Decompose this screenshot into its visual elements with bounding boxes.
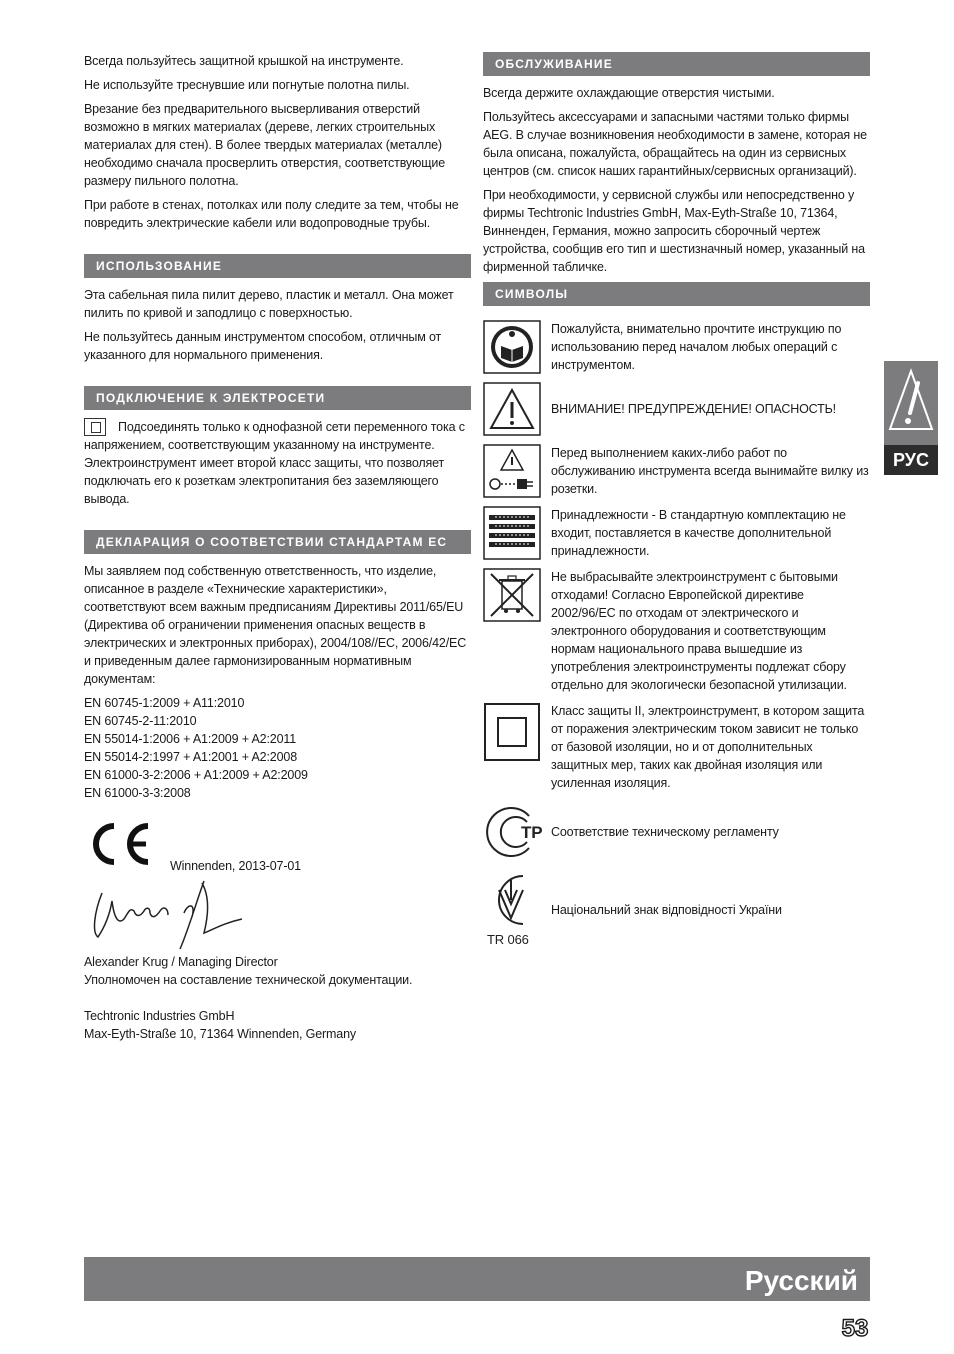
usage-paragraph: Эта сабельная пила пилит дерево, пластик и металл. Она может пилить по кривой и заподлицо с поверхностью. bbox=[84, 288, 454, 320]
symbol-description: Не выбрасывайте электроинструмент с бытовыми отходами! Согласно Европейской директиве 2002/96/EC по отходам от электрического и электронного оборудования и соответствующим нормам национального права вышедшие из употребления электроинструменты подлежат сбору отдельно для экологически безопасной утилизации. bbox=[551, 570, 847, 692]
symbol-row bbox=[483, 568, 870, 694]
warning-triangle-icon bbox=[483, 382, 541, 436]
mains-paragraph bbox=[84, 418, 471, 508]
mains-text: Подсоединять только к однофазной сети переменного тока с напряжением, соответствующим указанному на инструменте. Электроинструмент имеет второй класс защиты, что позволяет подключать его к розеткам электропитания без заземляющего вывода. bbox=[84, 420, 465, 506]
symbol-description: Перед выполнением каких-либо работ по обслуживанию инструмента всегда вынимайте вилку из розетки. bbox=[551, 446, 869, 496]
signer: Alexander Krug / Managing Director bbox=[84, 955, 278, 969]
symbol-row bbox=[483, 444, 870, 498]
svg-text:TR 066: TR 066 bbox=[487, 932, 529, 947]
ukraine-mark-icon bbox=[483, 870, 541, 950]
footer-language-bar: Русский bbox=[84, 1257, 870, 1301]
symbol-row bbox=[483, 802, 870, 862]
standards-list: EN 60745-1:2009 + A11:2010 EN 60745-2-11:2010 EN 55014-1:2006 + A1:2009 + A2:2011 EN 55014-2:1997 + A1:2001 + A2:2008 EN 61000-3-2:2006 + A1:2009 + A2:2009 EN 61000-3-3:2008 bbox=[84, 696, 308, 800]
saw-blades-icon bbox=[483, 506, 541, 560]
section-heading-symbols: СИМВОЛЫ bbox=[483, 282, 870, 306]
section-heading-service: ОБСЛУЖИВАНИЕ bbox=[483, 52, 870, 76]
class-two-icon bbox=[84, 418, 106, 436]
svg-text:ТР: ТР bbox=[521, 823, 543, 842]
language-side-tab bbox=[884, 361, 938, 475]
symbol-row bbox=[483, 870, 870, 950]
symbol-description: Класс защиты II, электроинструмент, в котором защита от поражения электрическим током зависит не только от базовой изоляции, но и от дополнительных защитных мер, таких как двойная изоляция или усиленная изоляция. bbox=[551, 704, 865, 790]
intro-paragraph: Всегда пользуйтесь защитной крышкой на инструменте. bbox=[84, 54, 404, 68]
language-code: РУС bbox=[884, 445, 938, 475]
intro-paragraph: Не используйте треснувшие или погнутые полотна пилы. bbox=[84, 78, 410, 92]
company-address: Max-Eyth-Straße 10, 71364 Winnenden, Germany bbox=[84, 1027, 357, 1041]
unplug-icon bbox=[483, 444, 541, 498]
declaration-text: Мы заявляем под собственную ответственность, что изделие, описанное в разделе «Технические характеристики», соответствуют всем важным предписаниям Директивы 2011/65/EU (Директива об ограничении применения опасных веществ в электрических и электронных приборах), 2004/108//EC, 2006/42/EC и приведенным далее гармонизированным нормативным документам: bbox=[84, 564, 467, 686]
place-date: Winnenden, 2013-07-01 bbox=[170, 859, 301, 873]
read-manual-icon bbox=[483, 320, 541, 374]
service-paragraph: Всегда держите охлаждающие отверстия чистыми. bbox=[483, 86, 775, 100]
ce-block bbox=[84, 820, 471, 873]
crossed-bin-icon bbox=[483, 568, 541, 622]
symbol-row bbox=[483, 382, 870, 436]
class-two-icon bbox=[483, 702, 541, 762]
authorized-text: Уполномочен на составление технической документации. bbox=[84, 973, 413, 987]
symbol-description: Пожалуйста, внимательно прочтите инструкцию по использованию перед началом любых операций с инструментом. bbox=[551, 322, 842, 372]
symbol-description: Національний знак відповідності України bbox=[551, 903, 782, 917]
signature bbox=[84, 873, 471, 953]
ctp-mark-icon bbox=[483, 802, 551, 862]
left-column bbox=[84, 52, 471, 1043]
section-heading-mains: ПОДКЛЮЧЕНИЕ К ЭЛЕКТРОСЕТИ bbox=[84, 386, 471, 410]
service-paragraph: Пользуйтесь аксессуарами и запасными частями только фирмы AEG. В случае возникновения необходимости в замене, которая не была описана, пожалуйста, обращайтесь на один из сервисных центров (см. список наших гарантийных/сервисных организаций). bbox=[483, 110, 867, 178]
ce-mark-icon bbox=[84, 820, 154, 873]
usage-paragraph: Не пользуйтесь данным инструментом способом, отличным от указанного для нормального применения. bbox=[84, 330, 442, 362]
section-heading-declaration: ДЕКЛАРАЦИЯ О СООТВЕТСТВИИ СТАНДАРТАМ ЕС bbox=[84, 530, 471, 554]
symbol-description: ВНИМАНИЕ! ПРЕДУПРЕЖДЕНИЕ! ОПАСНОСТЬ! bbox=[551, 402, 836, 416]
symbol-row bbox=[483, 320, 870, 374]
symbol-description: Соответствие техническому регламенту bbox=[551, 825, 779, 839]
section-heading-usage: ИСПОЛЬЗОВАНИЕ bbox=[84, 254, 471, 278]
page-number: 53 bbox=[841, 1315, 869, 1342]
intro-paragraph: Врезание без предварительного высверливания отверстий возможно в мягких материалах (дереве, легких строительных материалах для стен). В более твердых материалах (металле) необходимо сначала просверлить отверстия, соответствующие размеру пильного полотна. bbox=[84, 102, 446, 188]
service-paragraph: При необходимости, у сервисной службы или непосредственно у фирмы Techtronic Industries GmbH, Max-Eyth-Straße 10, 71364, Винненден, Германия, можно запросить сборочный чертеж устройства, сообщив его тип и шестизначный номер, указанный на фирменной табличке. bbox=[483, 188, 865, 274]
symbol-description: Принадлежности - В стандартную комплектацию не входит, поставляется в качестве дополнительной принадлежности. bbox=[551, 508, 846, 558]
warning-icon bbox=[888, 367, 934, 435]
symbol-row bbox=[483, 702, 870, 792]
symbol-row bbox=[483, 506, 870, 560]
right-column bbox=[483, 52, 870, 958]
company-name: Techtronic Industries GmbH bbox=[84, 1009, 235, 1023]
intro-paragraph: При работе в стенах, потолках или полу следите за тем, чтобы не повредить электрические кабели или водопроводные трубы. bbox=[84, 198, 459, 230]
